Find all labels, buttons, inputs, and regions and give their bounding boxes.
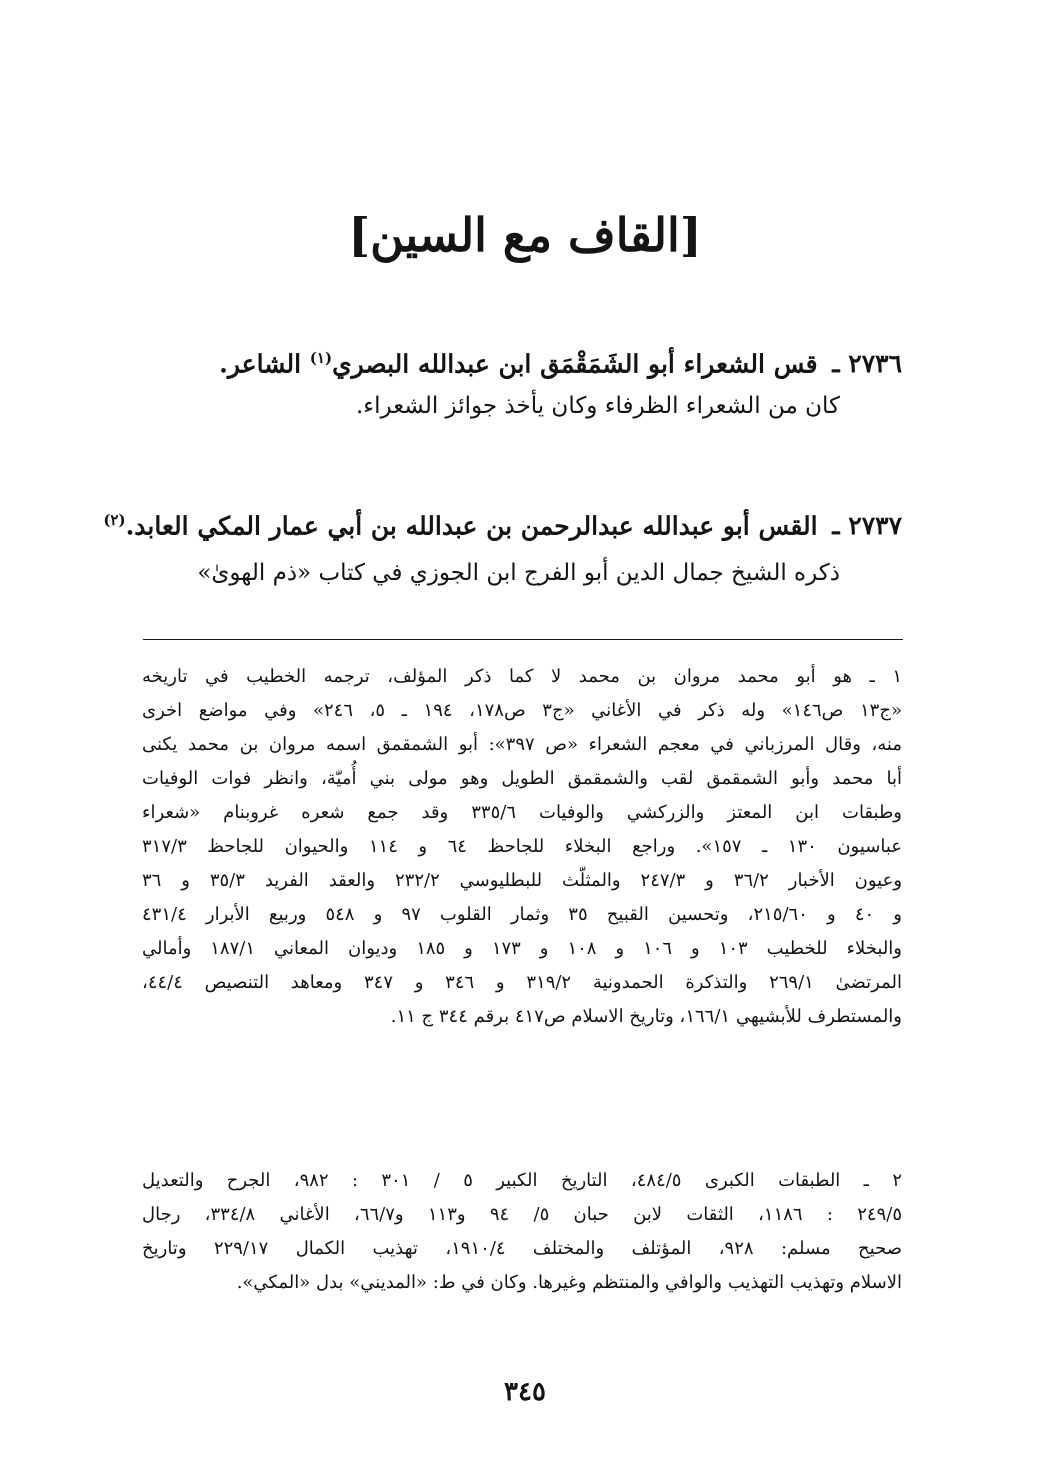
entry-name: القس أبو عبدالله عبدالرحمن بن عبدالله بن أبي عمار المكي العابد. (125, 511, 818, 541)
footnote-line: والبخلاء للخطيب ١٠٣ و ١٠٦ و ١٠٨ و ١٧٣ و ١٨٥ وديوان المعاني ١٨٧/١ وأمالي (142, 938, 902, 959)
entry-body: ذكره الشيخ جمال الدين أبو الفرج ابن الجوزي في كتاب «ذم الهوىٰ» (197, 560, 840, 586)
entry-heading (142, 338, 902, 384)
footnote-line: و ٤٠ و ٢١٥/٦٠، وتحسين القبيح ٣٥ وثمار القلوب ٩٧ و ٥٤٨ وربيع الأبرار ٤٣١/٤ (142, 904, 902, 925)
footnote-line: وعيون الأخبار ٣٦/٢ و ٢٤٧/٣ والمثلّث للبطليوسي ٢٣٢/٢ والعقد الفريد ٣٥/٣ و ٣٦ (142, 870, 903, 891)
footnote-line: ٢ ـ الطبقات الكبرى ٤٨٤/٥، التاريخ الكبير ٥ / ٣٠١ : ٩٨٢، الجرح والتعديل (142, 1170, 902, 1191)
footnote-ref[interactable]: (١) (309, 349, 333, 367)
page-number: ٣٤٥ (504, 1377, 546, 1407)
footnote-line: ٢٤٩/٥ : ١١٨٦، الثقات لابن حبان ٥/ ٩٤ و١١٣ و٦٦/٧، الأغاني ٣٣٤/٨، رجال (142, 1204, 902, 1225)
footnote-line: منه، وقال المرزباني في معجم الشعراء «ص ٣٩٧»: أبو الشمقمق اسمه مروان بن محمد يكنى (142, 734, 902, 755)
footnote-line: وطبقات ابن المعتز والزركشي والوفيات ٣٣٥/٦ وقد جمع شعره غروبنام «شعراء (142, 802, 902, 823)
footnote-line: الاسلام وتهذيب التهذيب والوافي والمنتظم وغيرها. وكان في ط: «المديني» بدل «المكي». (236, 1272, 902, 1293)
footnote-line: صحيح مسلم: ٩٢٨، المؤتلف والمختلف ١٩١٠/٤، تهذيب الكمال ٢٢٩/١٧ وتاريخ (142, 1238, 902, 1259)
footnote-line: والمستطرف للأبشيهي ١٦٦/١، وتاريخ الاسلام ص٤١٧ برقم ٣٤٤ ج ١١. (390, 1006, 902, 1027)
chapter-title: [القاف مع السين] (348, 208, 702, 262)
footnote-line: عباسيون ١٣٠ ـ ١٥٧». وراجع البخلاء للجاحظ ٦٤ و ١١٤ والحيوان للجاحظ ٣١٧/٣ (142, 836, 903, 857)
entry-body: كان من الشعراء الظرفاء وكان يأخذ جوائز الشعراء. (356, 393, 840, 419)
footnote-separator (143, 639, 903, 640)
footnote-ref[interactable]: (٢) (103, 511, 126, 529)
entry-heading (103, 500, 902, 546)
footnote-line: أبا محمد وأبو الشمقمق لقب والشمقمق الطويل وهو مولى بني أُميّة، وانظر فوات الوفيات (142, 768, 902, 789)
footnote-line: ١ ـ هو أبو محمد مروان بن محمد لا كما ذكر المؤلف، ترجمه الخطيب في تاريخه (142, 666, 902, 687)
entry-number: ٢٧٣٧ ـ (832, 511, 902, 541)
entry-name: قس الشعراء أبو الشَمَقْمَق ابن عبدالله البصري (332, 349, 818, 379)
footnote-line: المرتضىٰ ٢٦٩/١ والتذكرة الحمدونية ٣١٩/٢ و ٣٤٦ و ٣٤٧ ومعاهد التنصيص ٤٤/٤، (142, 972, 902, 993)
footnote-line: «ج١٣ ص١٤٦» وله ذكر في الأغاني «ج٣ ص١٧٨، ١٩٤ ـ ٥، ٢٤٦» وفي مواضع اخرى (142, 700, 902, 721)
entry-number: ٢٧٣٦ ـ (832, 349, 902, 379)
entry-heading-tail: الشاعر. (219, 349, 310, 379)
